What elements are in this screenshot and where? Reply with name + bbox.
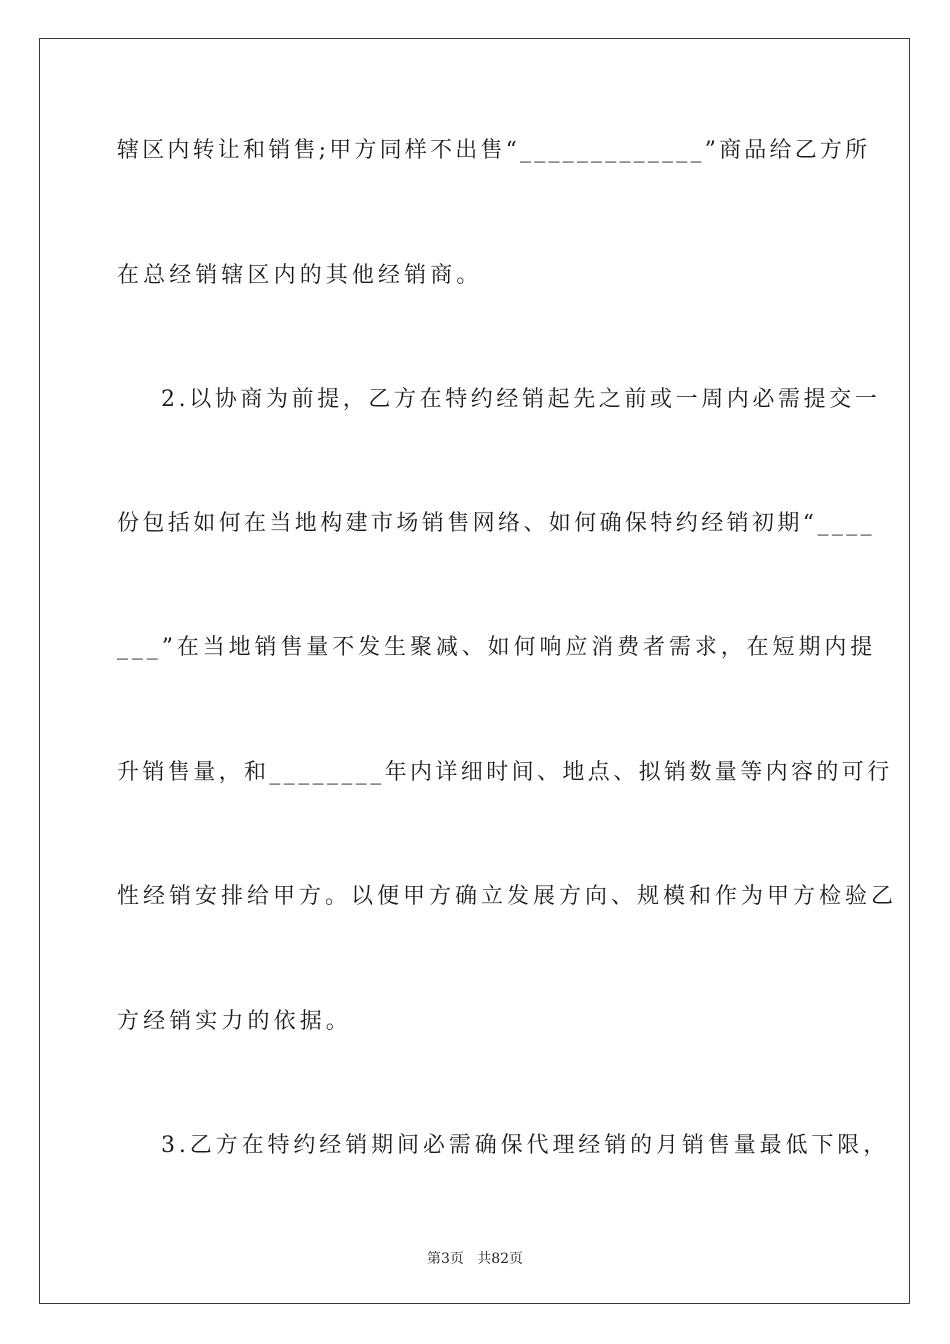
- paragraph-line: 性经销安排给甲方。以便甲方确立发展方向、规模和作为甲方检验乙: [117, 884, 898, 909]
- paragraph-line: ___”在当地销售量不发生聚减、如何响应消费者需求，在短期内提: [117, 635, 877, 660]
- paragraph-line: 2.以协商为前提，乙方在特约经销起先之前或一周内必需提交一: [161, 387, 881, 412]
- paragraph-line: 份包括如何在当地构建市场销售网络、如何确保特约经销初期“____: [117, 511, 876, 536]
- paragraph-line: 方经销实力的依据。: [117, 1009, 352, 1034]
- paragraph-line: 在总经销辖区内的其他经销商。: [117, 263, 483, 288]
- page-number-footer: 第3页 共82页: [426, 1251, 524, 1267]
- paragraph-line: 升销售量，和________年内详细时间、地点、拟销数量等内容的可行: [117, 760, 893, 785]
- page-border: [39, 38, 910, 1304]
- paragraph-line: 辖区内转让和销售;甲方同样不出售“_____________”商品给乙方所: [117, 138, 871, 163]
- paragraph-line: 3.乙方在特约经销期间必需确保代理经销的月销售量最低下限，: [161, 1133, 890, 1158]
